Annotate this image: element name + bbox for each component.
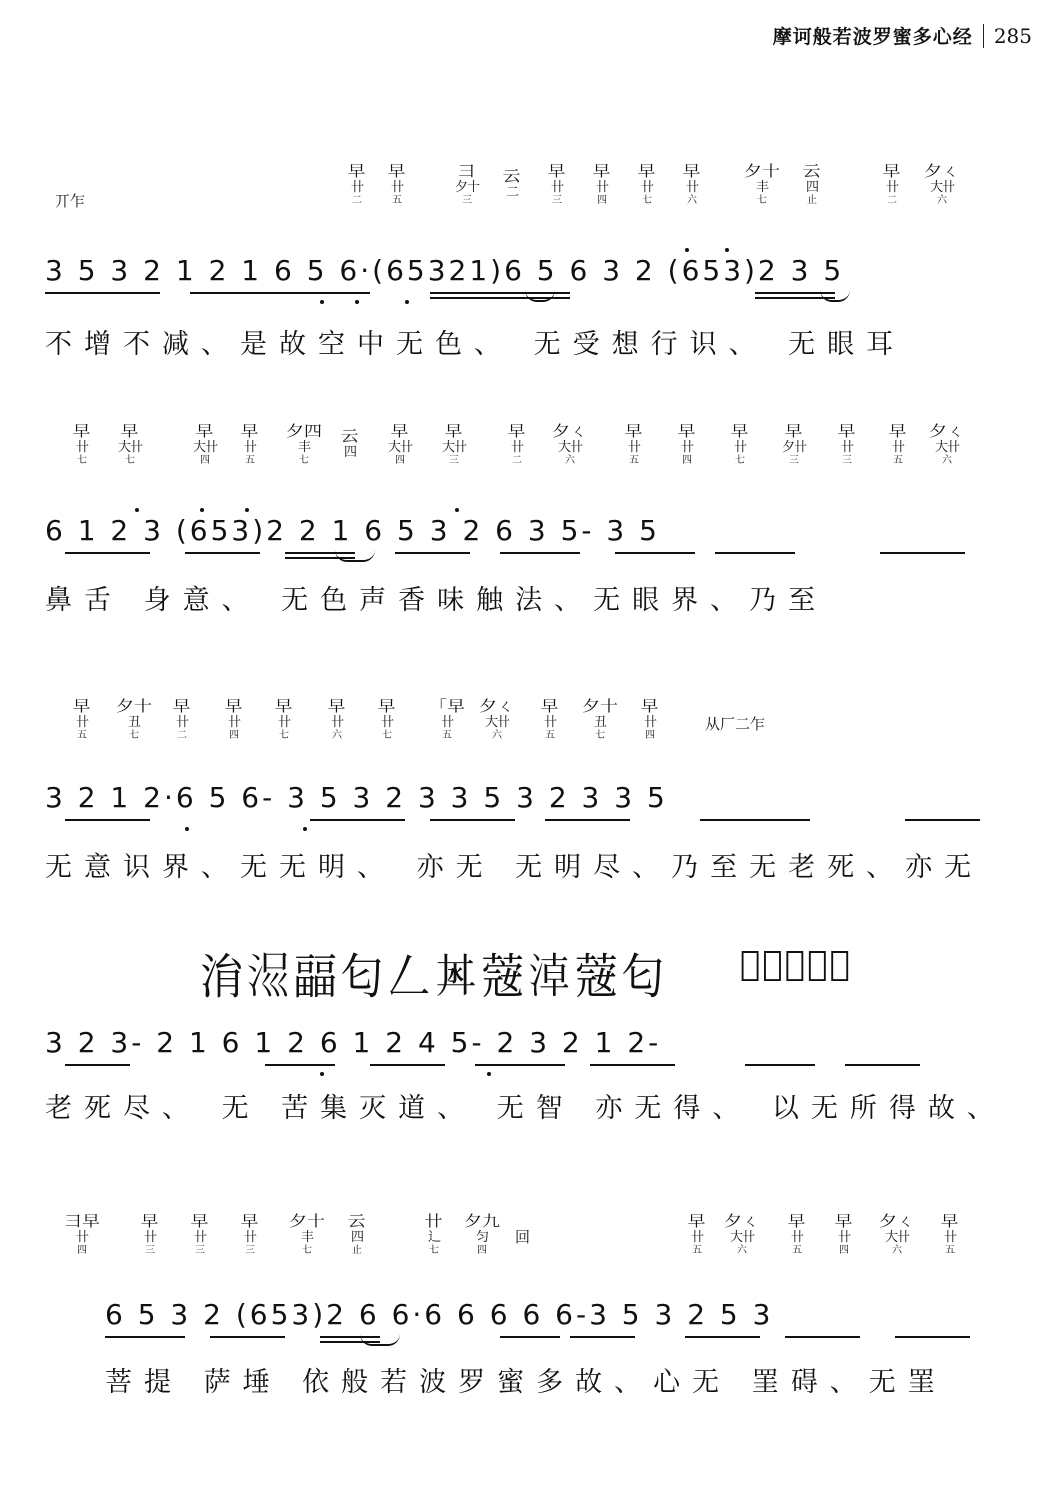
tablature-glyph: 云 四 止 — [347, 1212, 367, 1256]
book-title: 摩诃般若波罗蜜多心经 — [772, 26, 973, 48]
octave-dot-below — [303, 827, 307, 831]
tab-annotation: 从厂二乍 — [705, 715, 766, 733]
lyrics-row-3: 无意识界、无无明、 亦无 无明尽、乃至无老死、亦无 — [45, 852, 984, 883]
tablature-glyph: 早 卄 六 — [327, 697, 347, 741]
tablature-glyph: 早 卄 三 — [837, 422, 857, 466]
lyrics-row-2: 鼻舌 身意、 无色声香味触法、无眼界、乃至 — [45, 585, 828, 616]
beam-underline — [700, 819, 810, 821]
tablature-glyph: 早 卄 三 — [547, 162, 567, 206]
tablature-glyph: 早 卄 二 — [882, 162, 902, 206]
beam-underline — [190, 292, 370, 294]
octave-dot-below — [320, 1072, 324, 1076]
tablature-glyph: 早 卄 七 — [637, 162, 657, 206]
tablature-glyph: 夕ㄑ 大卄 六 — [878, 1212, 916, 1256]
tablature-glyph: 彐 夕十 三 — [454, 162, 479, 206]
beam-underline — [65, 819, 150, 821]
beam-underline — [45, 292, 160, 294]
jianpu-notes: 6 5 3 2 (653)2 6 6·6 6 6 6 6-3 5 3 2 5 3 — [105, 1298, 774, 1331]
beam-underline — [880, 552, 965, 554]
gongche-tablature-row-5 — [0, 1200, 1060, 1280]
beam-underline — [895, 1336, 970, 1338]
beam-underline — [370, 1064, 445, 1066]
tablature-glyph: 夕ㄑ 大卄 六 — [923, 162, 961, 206]
tablature-glyph: 早 卄 四 — [592, 162, 612, 206]
jianpu-notation-row-3 — [45, 775, 985, 835]
beam-underline — [265, 1064, 335, 1066]
octave-dot-below — [320, 300, 324, 304]
gongche-tablature-row-4 — [0, 938, 1060, 1018]
tablature-glyph: 夕ㄑ 大卄 六 — [723, 1212, 761, 1256]
gongche-tablature-row-2 — [0, 410, 1060, 490]
beam-underline — [430, 819, 515, 821]
beam-underline — [65, 1064, 130, 1066]
tablature-glyph: 早 卄 三 — [190, 1212, 210, 1256]
beam-underline — [905, 819, 980, 821]
slur-mark — [360, 1334, 400, 1346]
large-tablature-group: 𠀆九𠀆𧀧𠀆 — [740, 944, 853, 984]
tablature-glyph: 早 卄 五 — [540, 697, 560, 741]
beam-underline — [545, 819, 630, 821]
tablature-glyph: 夕十 丰 七 — [743, 162, 781, 206]
tablature-glyph: 夕ㄑ 大卄 六 — [928, 422, 966, 466]
octave-dot-below — [355, 300, 359, 304]
beam-underline — [570, 1336, 635, 1338]
beam-underline — [395, 552, 470, 554]
tablature-glyph: 早 夕卄 三 — [781, 422, 806, 466]
lyrics-row-5: 菩提 萨埵 依般若波罗蜜多故、心无 罣碍、无罣 — [105, 1367, 947, 1398]
tablature-glyph: 早 卄 五 — [387, 162, 407, 206]
page-number: 285 — [993, 23, 1032, 48]
jianpu-notes: 3 2 3- 2 1 6 1 2 6 1 2 4 5- 2 3 2 1 2- — [45, 1026, 662, 1059]
tablature-glyph: 早 卄 二 — [507, 422, 527, 466]
beam-underline — [185, 552, 260, 554]
jianpu-notation-row-2 — [45, 508, 985, 568]
tablature-glyph: 夕ㄑ 大卄 六 — [478, 697, 516, 741]
octave-dot-above — [725, 248, 729, 252]
octave-dot-below — [405, 300, 409, 304]
tablature-glyph: 早 卄 三 — [240, 1212, 260, 1256]
tablature-glyph: 夕十 丑 七 — [115, 697, 153, 741]
header-divider — [983, 24, 984, 48]
jianpu-notation-row-1 — [45, 248, 985, 308]
octave-dot-above — [135, 508, 139, 512]
page-header — [773, 22, 1032, 49]
beam-underline — [785, 1336, 860, 1338]
tablature-glyph: 早 大卄 七 — [117, 422, 142, 466]
beam-underline — [475, 1064, 565, 1066]
tablature-glyph: 早 卄 四 — [834, 1212, 854, 1256]
beam-underline — [65, 552, 150, 554]
slur-mark — [525, 290, 555, 302]
tab-annotation: 丌乍 — [55, 192, 86, 210]
tablature-glyph: 早 卄 七 — [730, 422, 750, 466]
tablature-glyph: 早 卄 五 — [687, 1212, 707, 1256]
slur-mark — [335, 550, 375, 562]
jianpu-notes: 6 1 2 3 (653)2 2 1 6 5 3 2 6 3 5- 3 5 — [45, 514, 660, 547]
tablature-glyph: 早 卄 五 — [787, 1212, 807, 1256]
beam-underline — [105, 1336, 185, 1338]
tablature-glyph: 早 卄 七 — [274, 697, 294, 741]
tablature-glyph: 早 卄 四 — [677, 422, 697, 466]
octave-dot-below — [487, 1072, 491, 1076]
tablature-glyph: 早 卄 六 — [682, 162, 702, 206]
beam-underline — [310, 819, 405, 821]
lyrics-row-4: 老死尽、 无 苦集灭道、 无智 亦无得、 以无所得故、 — [45, 1093, 1006, 1124]
tablature-glyph: 云 四 止 — [802, 162, 822, 206]
beam-underline — [500, 552, 580, 554]
jianpu-notation-row-5 — [105, 1292, 1045, 1352]
tablature-glyph: 彐早 卄 四 — [63, 1212, 101, 1256]
beam-underline — [845, 1064, 920, 1066]
beam-underline — [210, 1336, 285, 1338]
large-tablature-group: 㳙𣳧㽬匂𠃋𣲜𦸅𣶃𦸅匂 — [200, 949, 669, 1005]
beam-underline — [500, 1336, 560, 1338]
jianpu-notes: 3 2 1 2·6 5 6- 3 5 3 2 3 3 5 3 2 3 3 5 — [45, 781, 668, 814]
tablature-glyph: 早 卄 三 — [140, 1212, 160, 1256]
tablature-glyph: 早 卄 五 — [72, 697, 92, 741]
tablature-glyph: 早 卄 四 — [224, 697, 244, 741]
tablature-glyph: 夕十 丑 七 — [581, 697, 619, 741]
octave-dot-above — [455, 508, 459, 512]
tablature-glyph: 早 大卄 四 — [387, 422, 412, 466]
beam-underline — [615, 552, 695, 554]
jianpu-notes: 3 5 3 2 1 2 1 6 5 6·(65321)6 5 6 3 2 (653)2 3 5 — [45, 254, 845, 287]
tablature-glyph: 早 卄 五 — [240, 422, 260, 466]
tablature-glyph: 早 大卄 四 — [192, 422, 217, 466]
beam-underline — [685, 1336, 760, 1338]
tablature-glyph: 夕ㄑ 大卄 六 — [551, 422, 589, 466]
tablature-glyph: 云 四 — [340, 427, 360, 460]
octave-dot-below — [185, 827, 189, 831]
tablature-glyph: 早 卄 五 — [624, 422, 644, 466]
beam-underline — [745, 1064, 815, 1066]
lyrics-row-1: 不增不减、是故空中无色、 无受想行识、 无眼耳 — [45, 329, 906, 360]
tablature-glyph: 卄 辶 七 — [424, 1212, 444, 1256]
tablature-glyph: 早 卄 五 — [888, 422, 908, 466]
tablature-glyph: 早 卄 二 — [172, 697, 192, 741]
tablature-glyph: 夕十 丰 七 — [288, 1212, 326, 1256]
tablature-glyph: 早 大卄 三 — [441, 422, 466, 466]
tablature-glyph: 早 卄 四 — [640, 697, 660, 741]
tablature-glyph: 早 卄 七 — [377, 697, 397, 741]
tablature-glyph: 早 卄 二 — [347, 162, 367, 206]
beam-underline — [590, 1064, 675, 1066]
octave-dot-above — [200, 508, 204, 512]
tablature-glyph: 云 二 — [502, 167, 522, 200]
slur-mark — [820, 290, 850, 302]
tablature-glyph: 「早 卄 五 — [428, 697, 466, 741]
jianpu-notation-row-4 — [45, 1020, 985, 1080]
tablature-glyph: 早 卄 五 — [940, 1212, 960, 1256]
gongche-tablature-row-3 — [0, 685, 1060, 765]
tablature-glyph: 夕九 匀 四 — [463, 1212, 501, 1256]
tab-annotation: 回 — [515, 1228, 531, 1246]
gongche-tablature-row-1 — [0, 150, 1060, 230]
octave-dot-above — [245, 508, 249, 512]
tablature-glyph: 早 卄 七 — [72, 422, 92, 466]
beam-underline — [715, 552, 795, 554]
tablature-glyph: 夕四 丰 七 — [285, 422, 323, 466]
octave-dot-above — [685, 248, 689, 252]
